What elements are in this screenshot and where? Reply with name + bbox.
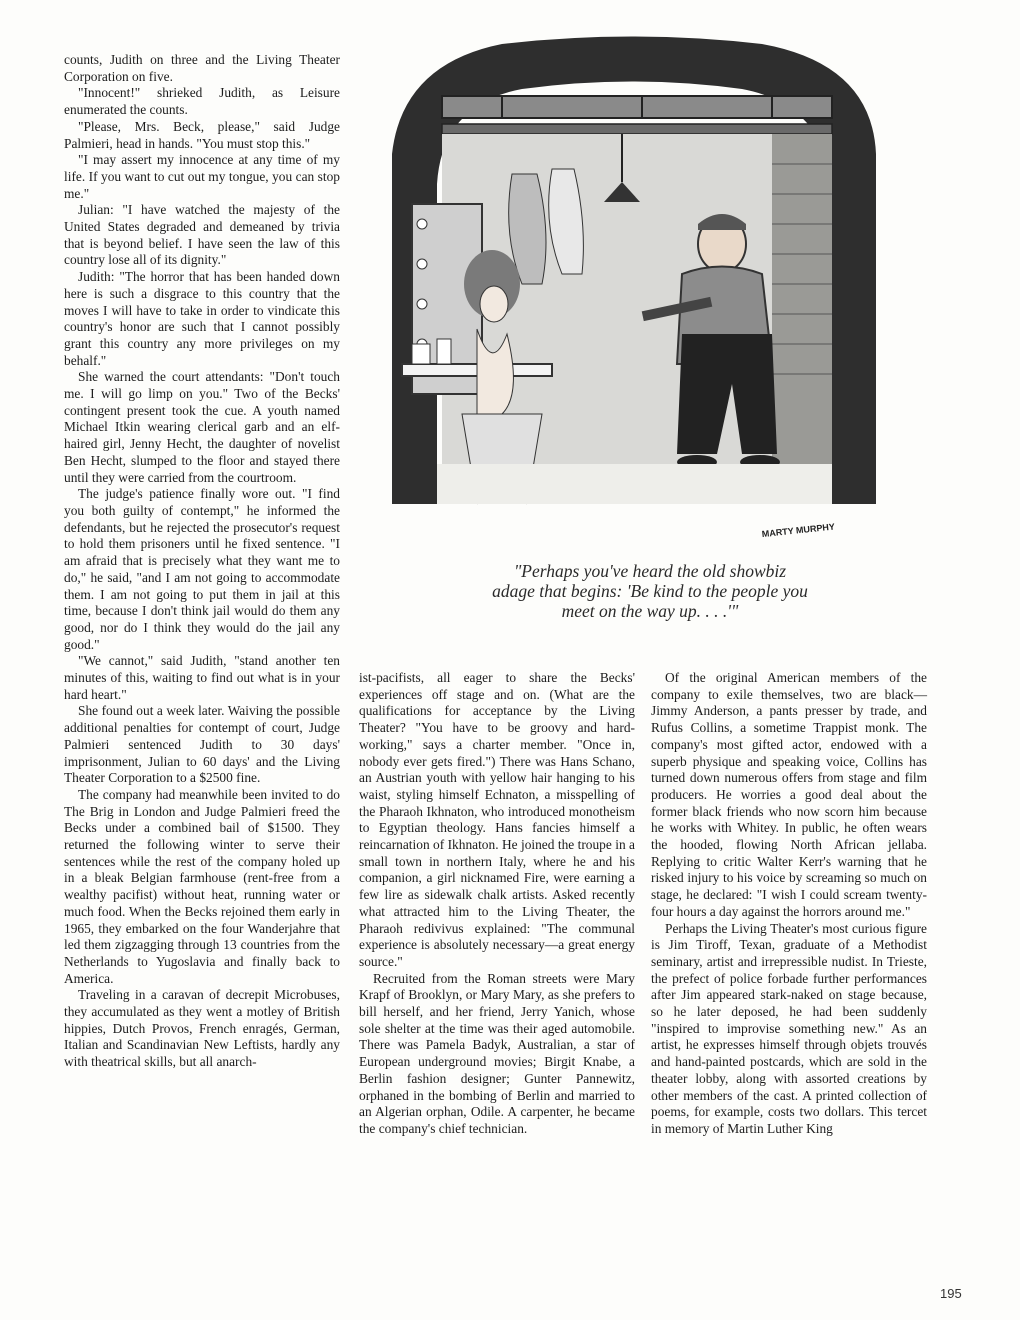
paragraph: The judge's patience finally wore out. "I find you both guilty of contempt," he informed the defendants, but he rejected the prosecutor's request to hold them prisoners until he fixed sentence. "I am afraid that is precisely what they want me to do," he said, "and I am not going to accommodate them. I am not going to put them in jail at this time, because I don't think jail would do them any good, nor do I think they would do the jail any good." <box>64 486 340 652</box>
paragraph: counts, Judith on three and the Living Theater Corporation on five. <box>64 52 340 84</box>
middle-column <box>359 670 635 1138</box>
paragraph: Judith: "The horror that has been handed down here is such a disgrace to this country that the moves I will have to take in order to vindicate this country's honor are such that I cannot possibly grant this country any more privileges on my behalf." <box>64 269 340 368</box>
paragraph: Julian: "I have watched the majesty of the United States degraded and demeaned by trivia that is beyond belief. I have seen the law of this country lose all of its dignity." <box>64 202 340 268</box>
paragraph: The company had meanwhile been invited to do The Brig in London and Judge Palmieri freed the Becks under a combined bail of $1500. They returned the following winter to serve their sentences while the rest of the company holed up in a bleak Belgian farmhouse (rent-free from a wealthy pacifist) without heat, running water or much food. When the Becks rejoined them early in 1965, they embarked on the four Wanderjahre that led them zigzagging through 13 countries from the Netherlands to Yugoslavia and finally back to America. <box>64 786 340 986</box>
cartoon-illustration-icon <box>382 34 886 554</box>
cartoon-caption <box>400 561 900 621</box>
caption-line: "Perhaps you've heard the old showbiz <box>513 561 787 581</box>
paragraph: Recruited from the Roman streets were Mary Krapf of Brooklyn, or Mary Mary, as she prefers to bill herself, and her friend, Jerry Yanich, whose sole shelter at the time was their aged automobile. There was Pamela Badyk, Australian, a star of European underground movies; Birgit Knabe, a Berlin fashion designer; Gunter Pannewitz, orphaned in the bombing of Berlin and married to an Algerian orphan, Odile. A carpenter, he became the company's chief technician. <box>359 970 635 1136</box>
paragraph: ist-pacifists, all eager to share the Becks' experiences off stage and on. (What are the qualifications for acceptance by the Living Theater? "You have to be groovy and hard-working," says a charter member. "Once in, nobody ever gets fired.") There was Hans Schano, an Austrian youth with yellow hair hanging to his waist, styling himself Echnaton, a misspelling of the Pharaoh Ikhnaton, who introduced monotheism to Egyptian theology. Hans fancies himself a reincarnation of Ikhnaton. He joined the troupe in a small town in northern Italy, where he and his companion, a girl nicknamed Fire, were earning a few lire as sidewalk chalk artists. Asked recently what attracted him to the Living Theater, the Pharaoh redivivus explained: "The communal experience is absolutely necessary—a great energy source." <box>359 670 635 969</box>
paragraph: "Please, Mrs. Beck, please," said Judge Palmieri, head in hands. "You must stop this." <box>64 118 340 151</box>
caption-line: adage that begins: 'Be kind to the people you <box>492 581 808 601</box>
paragraph: She warned the court attendants: "Don't touch me. I will go limp on you." Two of the Becks' contingent present took the cue. A youth named Michael Itkin wearing clerical garb and an elf-haired girl, Jenny Hecht, the daughter of novelist Ben Hecht, slumped to the floor and stayed there until they were carried from the courtroom. <box>64 369 340 485</box>
paragraph: "We cannot," said Judith, "stand another ten minutes of this, waiting to find out what is in your hard heart." <box>64 653 340 702</box>
caption-line: meet on the way up. . . .'" <box>561 601 739 621</box>
paragraph: She found out a week later. Waiving the possible additional penalties for contempt of court, Judge Palmieri sentenced Judith to 30 days' imprisonment, Julian to 60 days' and the Living Theater Corporation to a $2500 fine. <box>64 703 340 786</box>
paragraph: Traveling in a caravan of decrepit Microbuses, they accumulated as they went a motley of British hippies, Dutch Provos, French enragés, German, Italian and Scandinavian New Leftists, hardly any with theatrical skills, but all anarch- <box>64 987 340 1070</box>
page-number: 195 <box>940 1286 962 1301</box>
paragraph: "Innocent!" shrieked Judith, as Leisure enumerated the counts. <box>64 85 340 118</box>
right-column <box>651 670 927 1138</box>
paragraph: "I may assert my innocence at any time of my life. If you want to cut out my tongue, you can stop me." <box>64 152 340 201</box>
left-column <box>64 52 340 1071</box>
paragraph: Perhaps the Living Theater's most curious figure is Jim Tiroff, Texan, graduate of a Methodist seminary, artist and irrepressible nudist. In Trieste, the prefect of police forbade further performances after Jim appeared stark-naked on stage because, so he later deposed, he had been suddenly "inspired to improvise something new." As an artist, he expresses himself through objets trouvés and hand-painted postcards, which are sold in the theater lobby, along with assorted creations by other members of the cast. A printed collection of poems, for example, costs two dollars. This tercet in memory of Martin Luther King <box>651 920 927 1136</box>
paragraph: Of the original American members of the company to exile themselves, two are black—Jimmy Anderson, a pants presser by trade, and Rufus Collins, a sometime Trappist monk. The company's most gifted actor, endowed with a superb physique and speaking voice, Collins has turned down numerous offers from stage and film producers. He worries a good deal about the former black friends who now scorn him because he works with Whitey. In public, he often wears the hooded, flowing North African jellaba. Replying to critic Walter Kerr's warning that he risked injury to his voice by screaming so much on stage, he declared: "I wish I could scream twenty-four hours a day against the horrors around me." <box>651 670 927 919</box>
cartoon-signature: MARTY MURPHY <box>761 521 836 540</box>
